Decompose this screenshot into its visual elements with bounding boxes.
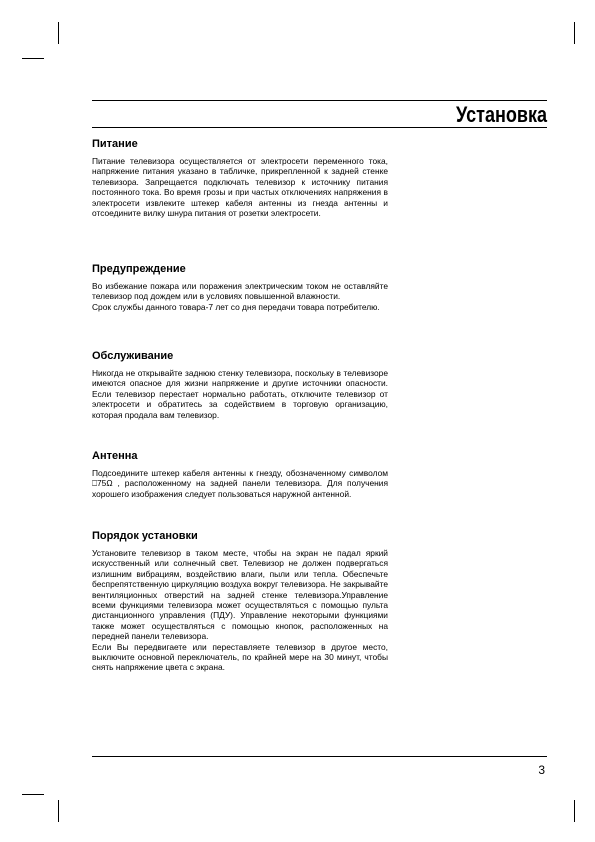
section-maintenance <box>92 350 388 420</box>
section-heading: Питание <box>92 138 138 150</box>
crop-mark-bottom-right <box>574 800 575 822</box>
crop-mark-bottom-left-h <box>22 794 44 795</box>
section-text: Питание телевизора осуществляется от электросети переменного тока, напряжение питания указано в табличке, прикрепленной к задней стенке телевизора. Запрещается подключать телевизор к источнику питания постоянного тока. Во время грозы и при частых отключениях напряжения в электросети извлеките штекер кабеля антенны из гнезда антенны и отсоедините вилку шнура питания от розетки электросети. <box>92 156 388 219</box>
footer-rule <box>92 756 547 757</box>
header-rule-bottom <box>92 127 547 128</box>
section-heading: Предупреждение <box>92 263 186 275</box>
crop-mark-top-left-h <box>22 58 44 59</box>
page-title: Установка <box>455 102 547 127</box>
section-installation <box>92 530 388 673</box>
crop-mark-bottom-left <box>58 800 59 822</box>
section-text-moving: Если Вы передвигаете или переставляете телевизор в другое место, выключите основной переключатель, по крайней мере на 30 минут, чтобы снять напряжение цвета с экрана. <box>92 641 388 673</box>
header-rule-top <box>92 100 547 101</box>
section-antenna <box>92 450 388 499</box>
crop-mark-top-right <box>574 22 575 44</box>
page-number: 3 <box>538 763 545 777</box>
section-text: Подсоедините штекер кабеля антенны к гнезду, обозначенному символом ⎕75Ω , расположенному на задней панели телевизора. Для получения хорошего изображения следует пользоваться наружной антенной. <box>92 468 388 499</box>
section-power <box>92 138 388 218</box>
section-text: Никогда не открывайте заднюю стенку телевизора, поскольку в телевизоре имеются опасное для жизни напряжение и другие источники опасности. Если телевизор перестает нормально работать, отключите телевизор от электросети и обратитесь за содействием в торговую организацию, которая продала вам телевизор. <box>92 368 388 420</box>
section-text: Установите телевизор в таком месте, чтобы на экран не падал яркий искусственный или солнечный свет. Телевизор не должен подвергаться излишним вибрациям, воздействию влаги, пыли или тепла. Обеспечьте беспрепятственную циркуляцию воздуха вокруг телевизора. Не закрывайте вентиляционных отверстий на задней стенке телевизора.Управление всеми функциями телевизора может осуществляться с помощью пульта дистанционного управления (ПДУ). Управление некоторыми функциями также может осуществляться с помощью кнопок, расположенных на передней панели телевизора. <box>92 548 388 642</box>
section-text: Во избежание пожара или поражения электрическим током не оставляйте телевизор под дождем или в условиях повышенной влажности. <box>92 281 388 302</box>
crop-mark-top-left <box>58 22 59 44</box>
section-heading: Порядок установки <box>92 530 198 542</box>
section-warning <box>92 263 388 312</box>
section-heading: Обслуживание <box>92 350 174 362</box>
section-text-service-life: Срок службы данного товара-7 лет со дня передачи товара потребителю. <box>92 301 380 312</box>
section-heading: Антенна <box>92 450 138 462</box>
